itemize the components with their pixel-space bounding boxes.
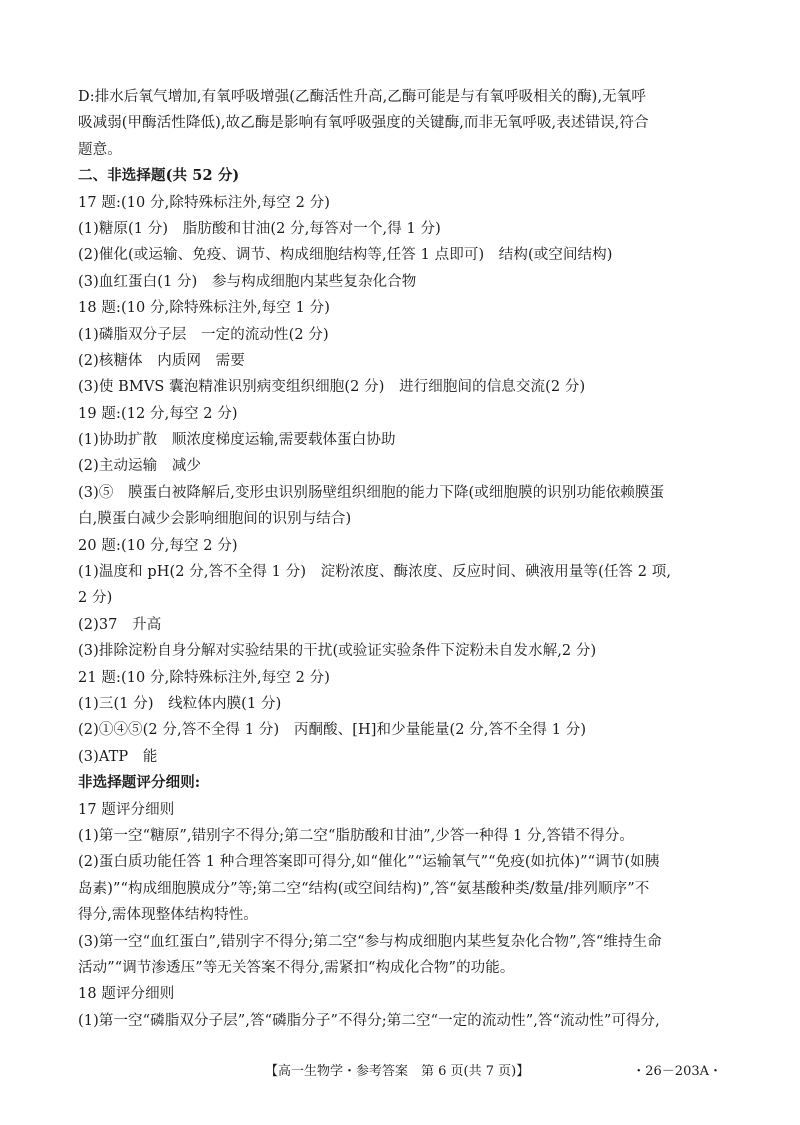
q20-answer-2: (2)37 升高: [78, 616, 162, 633]
text-line-3: 题意。: [78, 141, 122, 158]
q17-rules-heading: 17 题评分细则: [78, 801, 175, 818]
section-heading-non-choice: 二、非选择题(共 52 分): [78, 167, 240, 185]
footer-page-label: 【高一生物学・参考答案 第 6 页(共 7 页)】: [265, 1064, 530, 1079]
q18-heading: 18 题:(10 分,除特殊标注外,每空 1 分): [78, 300, 330, 317]
answer-key-page: [78, 84, 728, 1034]
q18-answer-2: (2)核糖体 内质网 需要: [78, 352, 245, 369]
q18-answer-3: (3)使 BMVS 囊泡精准识别病变组织细胞(2 分) 进行细胞间的信息交流(2 分): [78, 379, 586, 396]
scoring-rules-heading: 非选择题评分细则:: [78, 774, 201, 792]
q20-heading: 20 题:(10 分,每空 2 分): [78, 537, 238, 554]
q17-rule-1: (1)第一空“糖原”,错别字不得分;第二空“脂肪酸和甘油”,少答一种得 1 分,答错不得分。: [78, 827, 634, 844]
text-line-1: D:排水后氧气增加,有氧呼吸增强(乙酶活性升高,乙酶可能是与有氧呼吸相关的酶),无氧呼: [78, 89, 646, 105]
q21-answer-3: (3)ATP 能: [78, 748, 158, 765]
q19-heading: 19 题:(12 分,每空 2 分): [78, 405, 238, 422]
page-footer: [0, 1062, 800, 1082]
footer-code: ・26－203A・: [632, 1064, 722, 1079]
q21-answer-2: (2)①④⑤(2 分,答不全得 1 分) 丙酮酸、[H]和少量能量(2 分,答不全得 1 分): [78, 722, 587, 739]
q17-answer-2: (2)催化(或运输、免疫、调节、构成细胞结构等,任答 1 点即可) 结构(或空间结构): [78, 247, 613, 264]
q17-rule-2c: 得分,需体现整体结构特性。: [78, 907, 258, 924]
q18-rules-heading: 18 题评分细则: [78, 986, 175, 1003]
q17-rule-3a: (3)第一空“血红蛋白”,错别字不得分;第二空“参与构成细胞内某些复杂化合物”,答“维持生命: [78, 933, 662, 950]
q19-answer-3b: 白,膜蛋白减少会影响细胞间的识别与结合): [78, 511, 352, 528]
q20-answer-3: (3)排除淀粉自身分解对实验结果的干扰(或验证实验条件下淀粉未自发水解,2 分): [78, 643, 597, 660]
q19-answer-2: (2)主动运输 减少: [78, 458, 202, 475]
q21-heading: 21 题:(10 分,除特殊标注外,每空 2 分): [78, 669, 330, 686]
q20-answer-1a: (1)温度和 pH(2 分,答不全得 1 分) 淀粉浓度、酶浓度、反应时间、碘液用量等(任答 2 项,: [78, 564, 672, 581]
q17-answer-1: (1)糖原(1 分) 脂肪酸和甘油(2 分,每答对一个,得 1 分): [78, 220, 441, 237]
q17-answer-3: (3)血红蛋白(1 分) 参与构成细胞内某些复杂化合物: [78, 273, 417, 290]
q18-rule-1: (1)第一空“磷脂双分子层”,答“磷脂分子”不得分;第二空“一定的流动性”,答“流动性”可得分,: [78, 1012, 660, 1029]
text-line-2: 吸减弱(甲酶活性降低),故乙酶是影响有氧呼吸强度的关键酶,而非无氧呼吸,表述错误,符合: [78, 115, 649, 132]
q18-answer-1: (1)磷脂双分子层 一定的流动性(2 分): [78, 326, 329, 343]
q19-answer-1: (1)协助扩散 顺浓度梯度运输,需要载体蛋白协助: [78, 432, 396, 449]
q17-rule-3b: 活动”“调节渗透压”等无关答案不得分,需紧扣“构成化合物”的功能。: [78, 959, 515, 976]
q21-answer-1: (1)三(1 分) 线粒体内膜(1 分): [78, 695, 282, 712]
q17-heading: 17 题:(10 分,除特殊标注外,每空 2 分): [78, 194, 330, 211]
q19-answer-3a: (3)⑤ 膜蛋白被降解后,变形虫识别肠壁组织细胞的能力下降(或细胞膜的识别功能依赖膜蛋: [78, 484, 665, 501]
q20-answer-1b: 2 分): [78, 590, 113, 607]
q17-rule-2b: 岛素)”“构成细胞膜成分”等;第二空“结构(或空间结构)”,答“氨基酸种类/数量/排列顺序”不: [78, 880, 650, 897]
q17-rule-2a: (2)蛋白质功能任答 1 种合理答案即可得分,如“催化”“运输氧气”“免疫(如抗体)”“调节(如胰: [78, 854, 660, 871]
